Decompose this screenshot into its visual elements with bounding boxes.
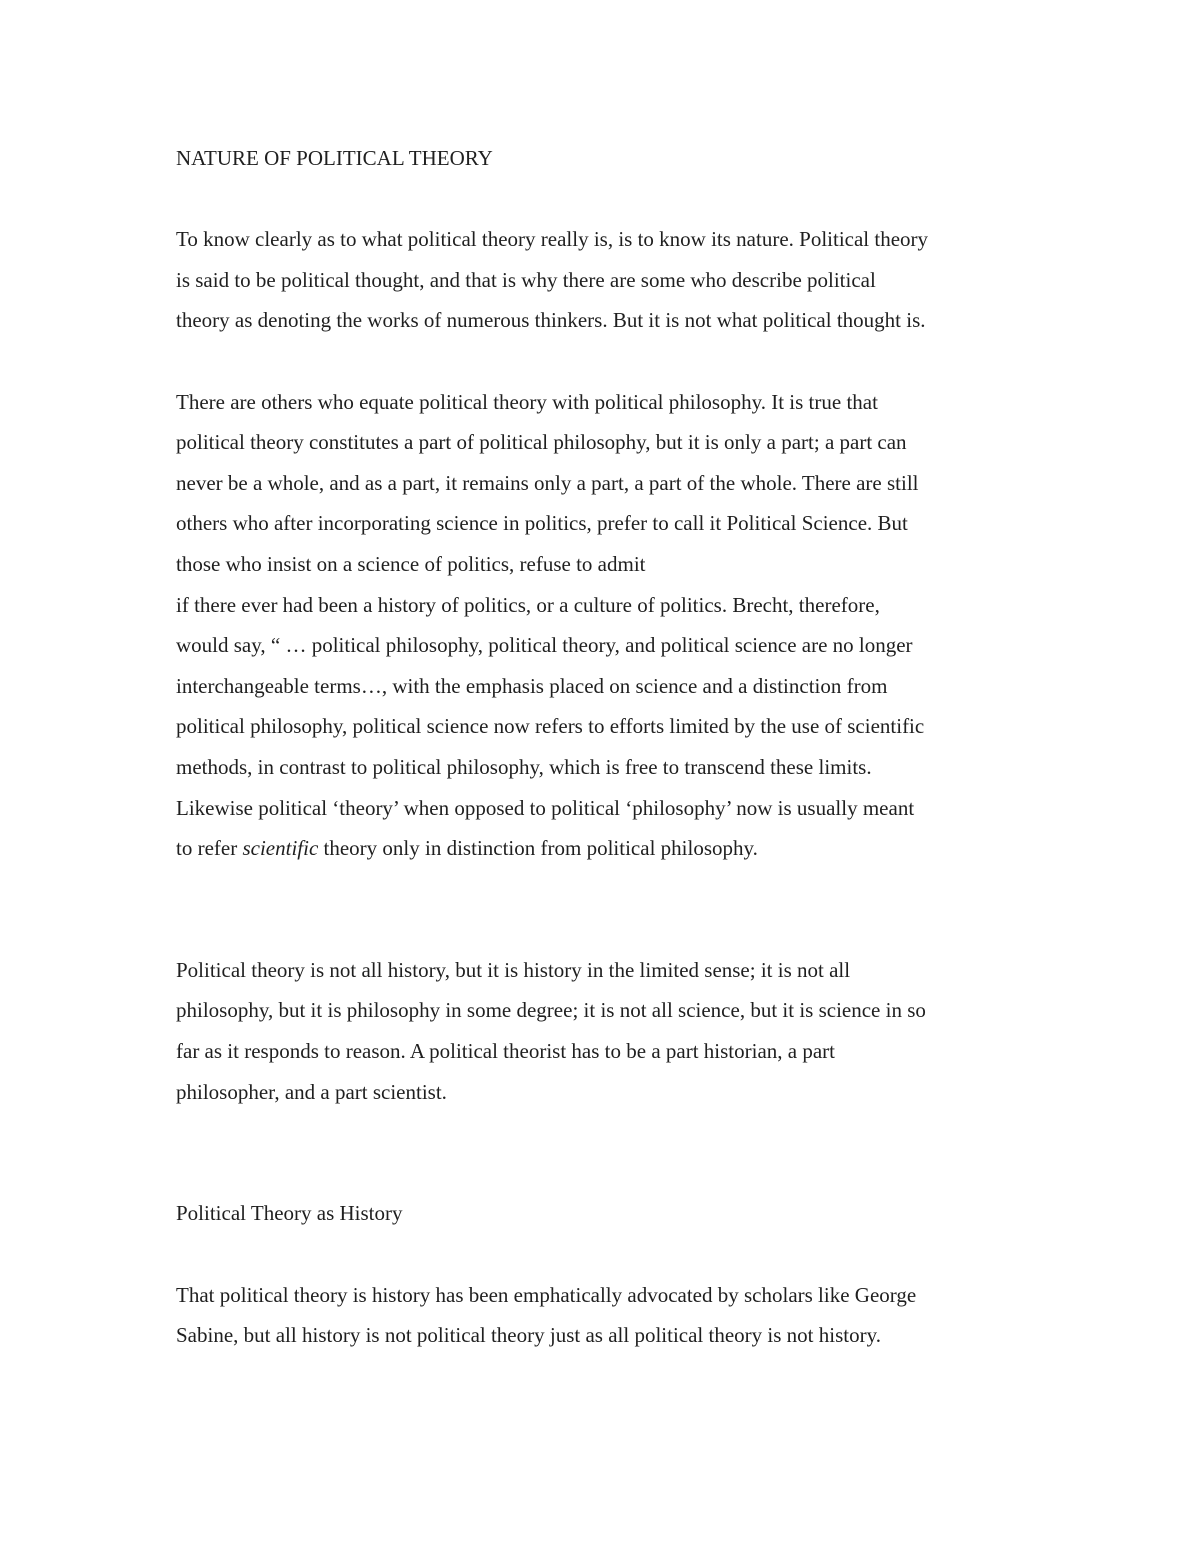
text-segment: theory only in distinction from political philosophy.: [318, 836, 758, 861]
text-line: Political theory is not all history, but it is history in the limited sense; it is not all: [176, 957, 851, 982]
spacer: [176, 1234, 1036, 1275]
text-line: political philosophy, political science now refers to efforts limited by the use of scientific: [176, 714, 925, 739]
text-line: Sabine, but all history is not political theory just as all political theory is not history.: [176, 1323, 881, 1348]
section-heading: Political Theory as History: [176, 1201, 403, 1226]
spacer: [176, 869, 1036, 950]
text-line: is said to be political thought, and that is why there are some who describe political: [176, 267, 876, 292]
text-line: methods, in contrast to political philosophy, which is free to transcend these limits.: [176, 754, 872, 779]
document-title: NATURE OF POLITICAL THEORY: [176, 146, 493, 170]
text-line: There are others who equate political theory with political philosophy. It is true that: [176, 389, 878, 414]
spacer: [176, 1112, 1036, 1193]
text-line: theory as denoting the works of numerous thinkers. But it is not what political thought is.: [176, 308, 926, 333]
text-line: far as it responds to reason. A political theorist has to be a part historian, a part: [176, 1039, 835, 1064]
text-line: political theory constitutes a part of political philosophy, but it is only a part; a part can: [176, 430, 907, 455]
text-line-with-italic: [176, 828, 1036, 869]
text-line: philosophy, but it is philosophy in some degree; it is not all science, but it is science in so: [176, 998, 926, 1023]
spacer: [176, 341, 1036, 382]
text-line: would say, “ … political philosophy, political theory, and political science are no longer: [176, 633, 913, 658]
text-line: interchangeable terms…, with the emphasis placed on science and a distinction from: [176, 673, 888, 698]
text-line: Likewise political ‘theory’ when opposed to political ‘philosophy’ now is usually meant: [176, 795, 915, 820]
paragraph-theory-history: [176, 1275, 1036, 1356]
text-segment: to refer: [176, 836, 243, 861]
text-line: those who insist on a science of politics, refuse to admit: [176, 551, 646, 576]
text-line: To know clearly as to what political theory really is, is to know its nature. Political theory: [176, 227, 929, 252]
paragraph-philosophy: [176, 382, 1036, 869]
text-line: never be a whole, and as a part, it remains only a part, a part of the whole. There are still: [176, 470, 919, 495]
spacer: [176, 179, 1036, 220]
text-line: if there ever had been a history of politics, or a culture of politics. Brecht, therefore,: [176, 592, 880, 617]
paragraph-nature-intro: [176, 219, 1036, 341]
text-line: That political theory is history has been emphatically advocated by scholars like George: [176, 1282, 917, 1307]
text-line: others who after incorporating science in politics, prefer to call it Political Science. But: [176, 511, 908, 536]
document-body: [176, 138, 1036, 1356]
text-line: philosopher, and a part scientist.: [176, 1079, 447, 1104]
paragraph-theory-scope: [176, 950, 1036, 1112]
italic-term: scientific: [242, 836, 319, 861]
